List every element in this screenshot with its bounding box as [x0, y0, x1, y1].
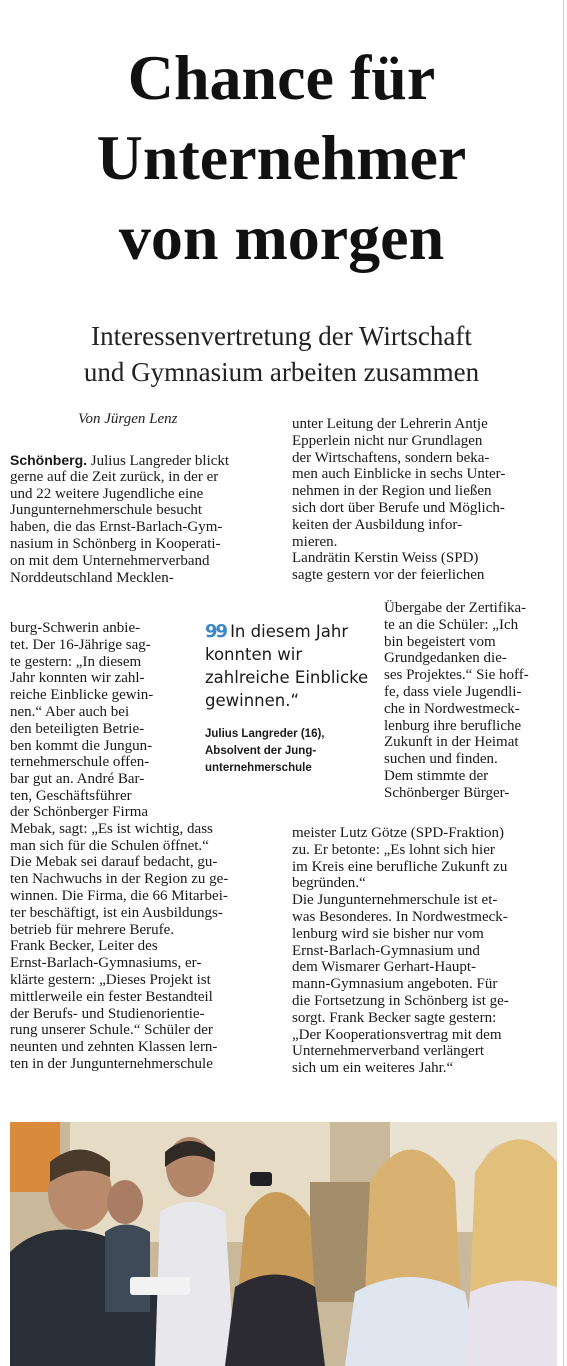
text-line: Jungunternehmerschule besucht: [10, 502, 203, 519]
text-line: der Berufs- und Studienorientie-: [10, 1005, 205, 1022]
article-column-2-bottom: [292, 825, 556, 1077]
text-line: haben, die das Ernst-Barlach-Gym-: [10, 519, 223, 536]
text-line: Frank Becker, Leiter des: [10, 938, 158, 955]
text-line: burg-Schwerin anbie-: [10, 620, 141, 636]
text-line: fe, dass viele Jugendli-: [384, 683, 522, 700]
article-column-2-narrow: [384, 600, 556, 802]
text-line: der Schönberger Firma: [10, 804, 149, 820]
text-fragment: Julius Langreder blickt: [87, 453, 230, 469]
text-line: winnen. Die Firma, die 66 Mitarbei-: [10, 887, 228, 904]
text-line: Jahr konnten wir zahl-: [10, 670, 145, 687]
column-lines: [384, 600, 556, 802]
subheadline: [0, 318, 563, 390]
text-line: man sich für die Schulen öffnet.“: [10, 837, 209, 854]
text-line: men auch Einblicke in sechs Unter-: [292, 466, 506, 483]
column-lines: [292, 825, 556, 1077]
text-line: Die Jungunternehmerschule ist et-: [292, 892, 498, 909]
text-line: lenburg ihre berufliche: [384, 717, 522, 734]
text-line: ten in der Jungunternehmerschule: [10, 1055, 213, 1072]
text-line: Schönberger Bürger-: [384, 784, 510, 801]
text-line: Grundgedanken die-: [384, 650, 507, 667]
text-line: Übergabe der Zertifika-: [384, 600, 527, 616]
text-line: suchen und finden.: [384, 751, 498, 768]
text-line: Unternehmerverband verlängert: [292, 1043, 484, 1060]
text-line: nehmen in der Region und ließen: [292, 483, 492, 500]
text-line: reiche Einblicke gewin-: [10, 687, 154, 704]
text-line: der Wirtschaftens, sondern beka-: [292, 449, 490, 466]
headline-line: Chance für: [127, 42, 436, 113]
text-line: Ernst-Barlach-Gymnasiums, er-: [10, 955, 202, 972]
text-line: mieren.: [292, 533, 338, 550]
source-line: Julius Langreder (16),: [205, 728, 325, 740]
text-line: unter Leitung der Lehrerin Antje: [292, 416, 488, 432]
text-line: neunten und zehnten Klassen lern-: [10, 1039, 218, 1056]
text-line: Epperlein nicht nur Grundlagen: [292, 432, 483, 449]
subheadline-line: und Gymnasium arbeiten zusammen: [83, 357, 480, 387]
text-line: die Fortsetzung in Schönberg ist ge-: [292, 992, 509, 1009]
text-line: meister Lutz Götze (SPD-Fraktion): [292, 825, 505, 841]
text-line: Norddeutschland Mecklen-: [10, 569, 174, 586]
text-line: nasium in Schönberg in Kooperati-: [10, 535, 221, 552]
column-rule: [563, 0, 564, 1366]
column-lines: [10, 620, 192, 805]
text-line: che in Nordwestmeck-: [384, 700, 520, 717]
article-column-1-narrow: [10, 620, 192, 805]
column-lines: [292, 416, 556, 584]
text-line: Dem stimmte der: [384, 767, 489, 784]
text-line: ten, Geschäftsführer: [10, 787, 132, 804]
quote-mark-icon: 99: [205, 621, 227, 642]
headline-line: von morgen: [118, 202, 445, 273]
text-line: ben kommt die Jungun-: [10, 737, 153, 754]
text-line: und 22 weitere Jugendliche eine: [10, 485, 204, 502]
text-line: keiten der Ausbildung infor-: [292, 516, 463, 533]
text-line: ter beschäftigt, ist ein Ausbildungs-: [10, 904, 223, 921]
text-line: Die Mebak sei darauf bedacht, gu-: [10, 854, 218, 871]
pull-quote-text: [205, 620, 375, 712]
pull-quote-body: In diesem Jahr konnten wir zahlreiche Einblicke gewinnen.“: [205, 622, 369, 710]
text-line: Zukunft in der Heimat: [384, 734, 519, 751]
text-line: gerne auf die Zeit zurück, in der er: [10, 468, 219, 485]
text-line: sagte gestern vor der feierlichen: [292, 567, 485, 584]
text-line: im Kreis eine berufliche Zukunft zu: [292, 858, 508, 875]
article-column-1-top: [10, 452, 274, 586]
headline-line: Unternehmer: [96, 122, 467, 193]
column-lines: [10, 469, 274, 587]
pull-quote-source: [205, 726, 375, 777]
text-line: klärte gestern: „Dieses Projekt ist: [10, 971, 211, 988]
text-line: ten Nachwuchs in der Region zu ge-: [10, 871, 229, 888]
text-line: te gestern: „In diesem: [10, 653, 142, 670]
text-line: den beteiligten Betrie-: [10, 720, 145, 737]
source-line: Absolvent der Jung-: [205, 745, 317, 757]
dateline: Schönberg.: [10, 452, 88, 468]
article-column-1-bottom: [10, 804, 274, 1073]
text-line: nen.“ Aber auch bei: [10, 703, 130, 720]
text-line: sich um ein weiteres Jahr.“: [292, 1060, 454, 1077]
text-line: ternehmerschule offen-: [10, 754, 150, 771]
text-line: bar gut an. André Bar-: [10, 771, 145, 788]
text-line: mittlerweile ein fester Bestandteil: [10, 988, 213, 1005]
text-line: [10, 452, 274, 469]
text-line: sich dort über Berufe und Möglich-: [292, 499, 505, 516]
text-line: „Der Kooperationsvertrag mit dem: [292, 1026, 502, 1043]
text-line: zu. Er betonte: „Es lohnt sich hier: [292, 841, 495, 858]
text-line: te an die Schüler: „Ich: [384, 616, 519, 633]
text-line: betrieb für mehrere Berufe.: [10, 921, 175, 938]
text-line: rung unserer Schule.“ Schüler der: [10, 1022, 213, 1039]
text-line: dem Wismarer Gerhart-Haupt-: [292, 959, 477, 976]
text-line: Ernst-Barlach-Gymnasium und: [292, 942, 480, 959]
source-line: unternehmerschule: [205, 762, 312, 774]
column-lines: [10, 804, 274, 1073]
text-line: Landrätin Kerstin Weiss (SPD): [292, 550, 479, 567]
text-line: lenburg wird sie bisher nur vom: [292, 925, 484, 942]
text-line: on mit dem Unternehmerverband: [10, 552, 210, 569]
headline: [0, 38, 563, 278]
text-line: sorgt. Frank Becker sagte gestern:: [292, 1009, 497, 1026]
subheadline-line: Interessenvertretung der Wirtschaft: [91, 321, 472, 351]
pull-quote: [205, 620, 375, 777]
byline: Von Jürgen Lenz: [78, 411, 178, 427]
photo-illustration: [10, 1122, 557, 1366]
article-column-2-top: [292, 416, 556, 584]
text-line: ses Projektes.“ Sie hoff-: [384, 667, 529, 684]
text-line: tet. Der 16-Jährige sag-: [10, 636, 151, 653]
text-line: bin begeistert vom: [384, 633, 496, 650]
text-line: was Besonderes. In Nordwestmeck-: [292, 908, 508, 925]
text-line: mann-Gymnasium angeboten. Für: [292, 976, 498, 993]
text-line: begründen.“: [292, 875, 366, 892]
article-photo: [10, 1122, 557, 1366]
text-line: Mebak, sagt: „Es ist wichtig, dass: [10, 820, 213, 837]
